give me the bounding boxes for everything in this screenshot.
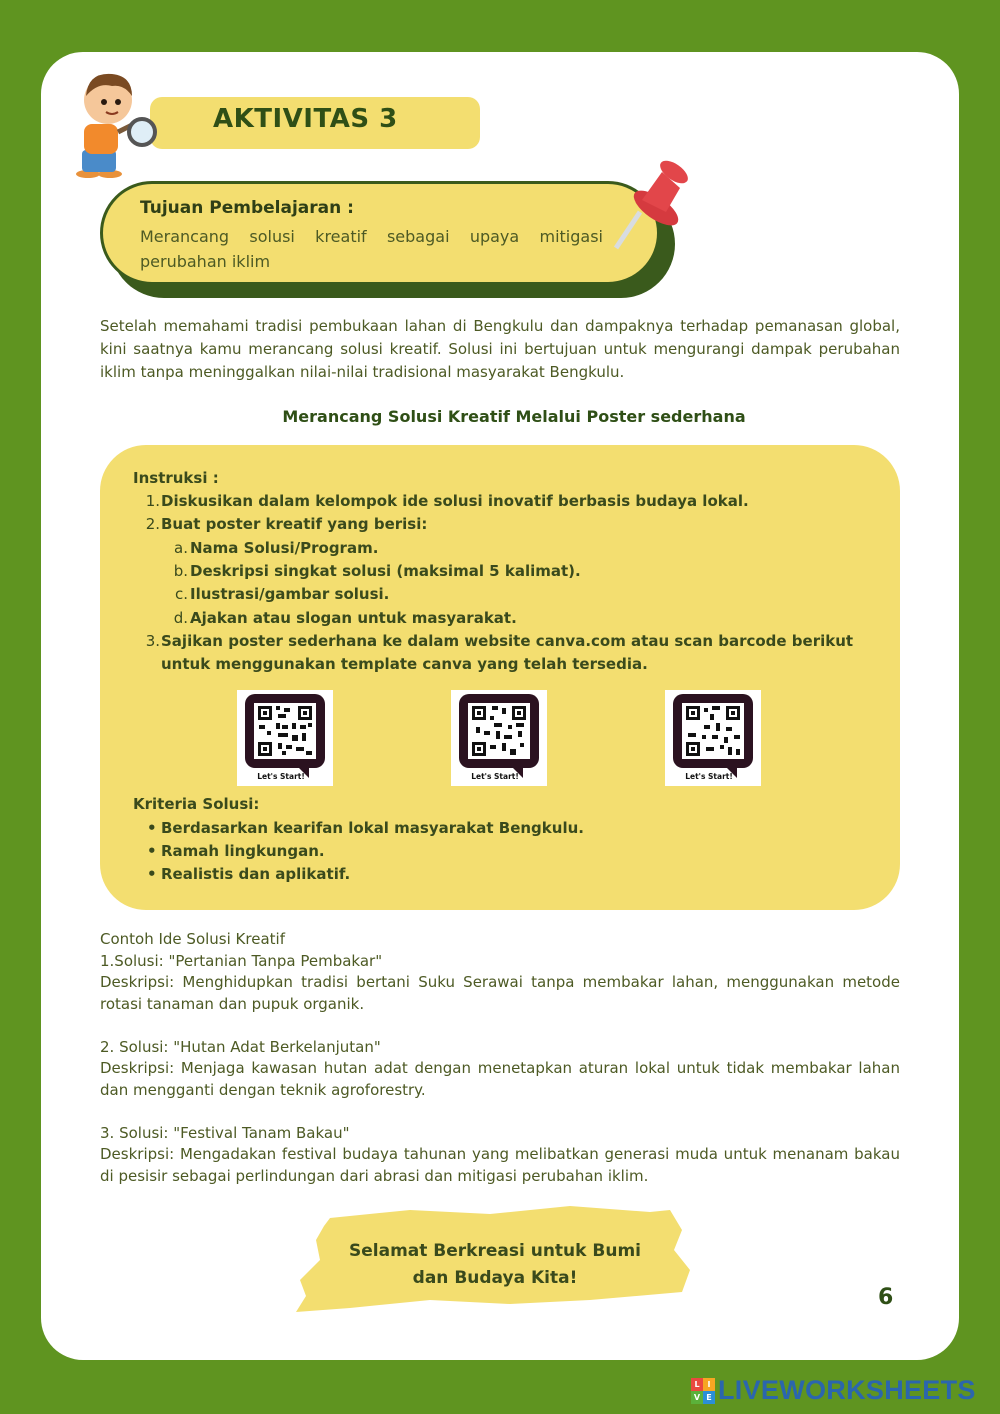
qr-code-1[interactable] (237, 690, 333, 786)
criteria-item: Realistis dan aplikatif. (161, 865, 351, 883)
sublist-item: Deskripsi singkat solusi (maksimal 5 kalimat). (190, 562, 581, 580)
bullet: • (147, 819, 157, 837)
instructions-label: Instruksi : (133, 469, 219, 487)
sublist-letter: b. (173, 562, 188, 580)
closing-line-1: Selamat Berkreasi untuk Bumi (349, 1241, 641, 1261)
example-title: 1.Solusi: "Pertanian Tanpa Pembakar" (100, 951, 383, 970)
list-item: Buat poster kreatif yang berisi: (161, 515, 428, 533)
sublist-item: Nama Solusi/Program. (190, 539, 379, 557)
goal-title: Tujuan Pembelajaran : (140, 198, 354, 218)
criteria-item: Berdasarkan kearifan lokal masyarakat Bengkulu. (161, 819, 584, 837)
page-title: AKTIVITAS 3 (213, 104, 398, 134)
page-number: 6 (878, 1285, 894, 1310)
qr-code-icon (451, 690, 547, 786)
example-description: Deskripsi: Menghidupkan tradisi bertani Suku Serawai tanpa membakar lahan, menggunakan metode rotasi tanaman dan pupuk organik. (100, 973, 900, 1013)
qr-code-icon (237, 690, 333, 786)
goal-text: Merancang solusi kreatif sebagai upaya mitigasi perubahan iklim (140, 227, 603, 271)
example-title: 3. Solusi: "Festival Tanam Bakau" (100, 1123, 350, 1142)
criteria-label: Kriteria Solusi: (133, 795, 260, 813)
closing-message (330, 1238, 660, 1292)
qr-caption: Let's Start! (685, 772, 733, 781)
liveworksheets-text: LIVEWORKSHEETS (718, 1375, 976, 1405)
example-title: 2. Solusi: "Hutan Adat Berkelanjutan" (100, 1037, 381, 1056)
bullet: • (147, 865, 157, 883)
push-pin-icon (606, 150, 696, 260)
qr-caption: Let's Start! (257, 772, 305, 781)
qr-code-3[interactable] (665, 690, 761, 786)
closing-line-2: dan Budaya Kita! (412, 1268, 578, 1288)
sublist-letter: d. (173, 609, 188, 627)
qr-caption: Let's Start! (471, 772, 519, 781)
sublist-letter: c. (174, 585, 188, 603)
bullet: • (147, 842, 157, 860)
list-number: 2. (145, 515, 160, 533)
intro-paragraph: Setelah memahami tradisi pembukaan lahan di Bengkulu dan dampaknya terhadap pemanasan global, kini saatnya kamu merancang solusi kreatif. Solusi ini bertujuan untuk mengurangi dampak perubahan iklim tanpa meninggalkan nilai-nilai tradisional masyarakat Bengkulu. (100, 317, 900, 381)
qr-code-2[interactable] (451, 690, 547, 786)
example-description: Deskripsi: Mengadakan festival budaya tahunan yang melibatkan generasi muda untuk menanam bakau di pesisir sebagai perlindungan dari abrasi dan mitigasi perubahan iklim. (100, 1145, 900, 1185)
list-item: Sajikan poster sederhana ke dalam website canva.com atau scan barcode berikut (161, 632, 854, 650)
list-item-continued: untuk menggunakan template canva yang telah tersedia. (161, 655, 648, 673)
example-description: Deskripsi: Menjaga kawasan hutan adat dengan menetapkan aturan lokal untuk tidak membakar lahan dan mengganti dengan teknik agroforestry. (100, 1059, 900, 1099)
sublist-letter: a. (174, 539, 188, 557)
examples-heading: Contoh Ide Solusi Kreatif (100, 930, 285, 948)
list-number: 3. (145, 632, 160, 650)
qr-code-icon (665, 690, 761, 786)
liveworksheets-logo (691, 1375, 976, 1406)
liveworksheets-icon: L I V E (691, 1378, 715, 1404)
kid-with-magnifier-icon (72, 70, 164, 178)
list-item: Diskusikan dalam kelompok ide solusi inovatif berbasis budaya lokal. (161, 492, 749, 510)
section-heading: Merancang Solusi Kreatif Melalui Poster sederhana (282, 407, 746, 426)
sublist-item: Ajakan atau slogan untuk masyarakat. (190, 609, 517, 627)
list-number: 1. (145, 492, 160, 510)
examples-section (100, 929, 900, 1187)
sublist-item: Ilustrasi/gambar solusi. (190, 585, 390, 603)
criteria-item: Ramah lingkungan. (161, 842, 325, 860)
